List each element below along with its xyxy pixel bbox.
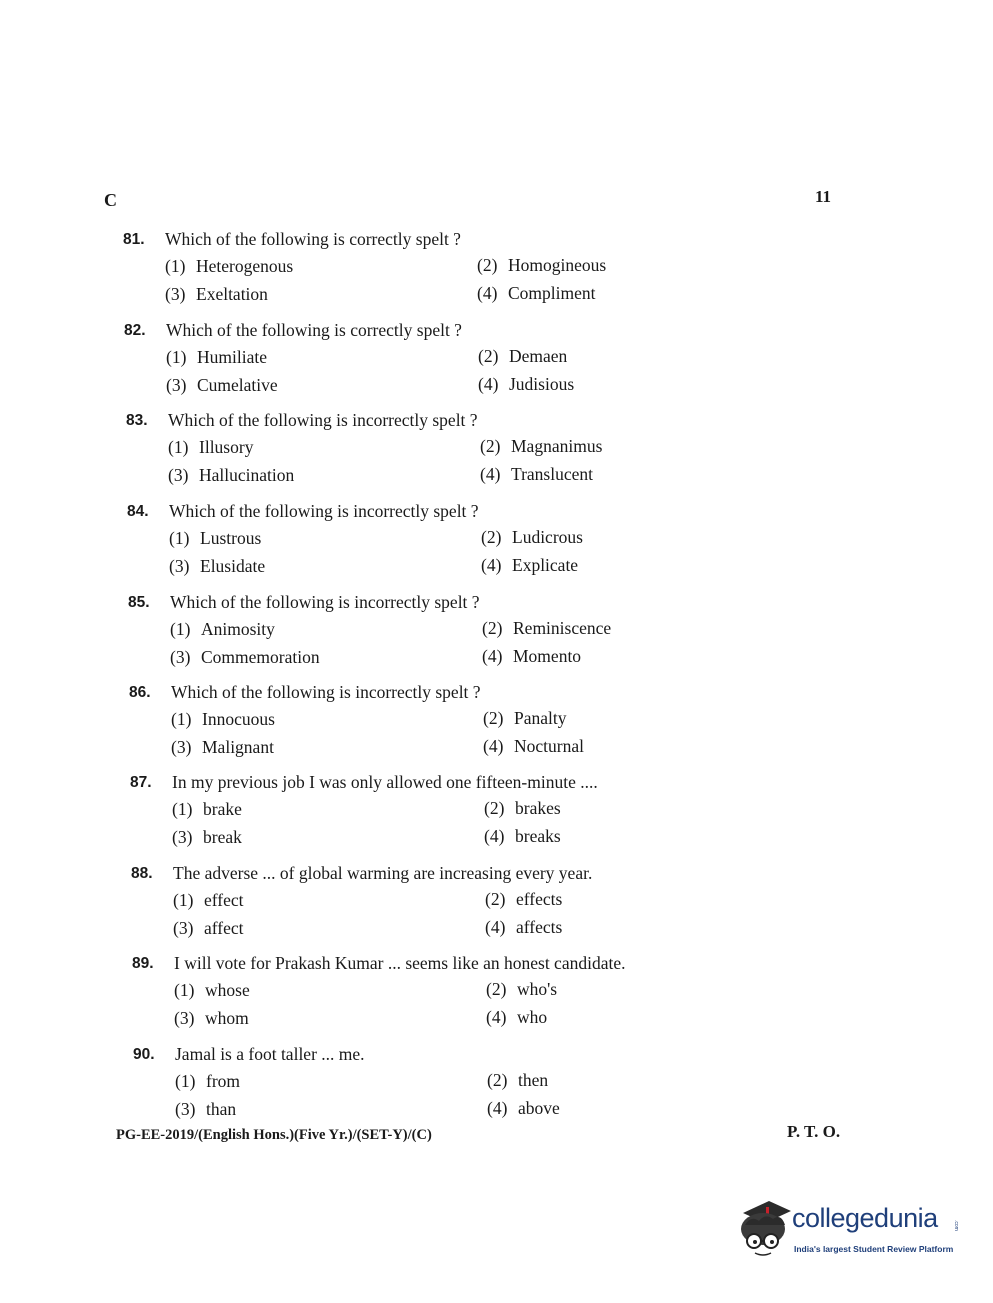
- answer-option: [169, 556, 265, 577]
- option-number: (2): [477, 255, 498, 275]
- option-number: (4): [477, 283, 498, 303]
- option-number: (1): [174, 980, 195, 1000]
- answer-option: [175, 1071, 240, 1092]
- option-number: (4): [481, 555, 502, 575]
- option-number: (1): [171, 709, 192, 729]
- option-text: Hallucination: [199, 465, 295, 485]
- answer-option: [486, 1007, 547, 1028]
- option-text: Momento: [513, 646, 582, 666]
- answer-option: [170, 647, 320, 668]
- answer-option: [171, 737, 274, 758]
- option-text: Translucent: [511, 464, 593, 484]
- question-block: [130, 774, 690, 854]
- answer-option: [174, 1008, 249, 1029]
- option-text: Nocturnal: [514, 736, 584, 756]
- option-text: Compliment: [508, 283, 596, 303]
- option-text: Cumelative: [197, 375, 278, 395]
- answer-option: [487, 1070, 548, 1091]
- option-text: Panalty: [514, 708, 567, 728]
- answer-option: [484, 798, 561, 819]
- question-number: 87.: [130, 774, 152, 791]
- answer-option: [482, 646, 581, 667]
- question-text: Which of the following is incorrectly spelt ?: [169, 501, 479, 521]
- answer-option: [165, 284, 268, 305]
- answer-option: [170, 619, 275, 640]
- answer-option: [165, 256, 293, 277]
- question-number: 89.: [132, 955, 154, 972]
- option-text: then: [518, 1070, 549, 1090]
- answer-option: [175, 1099, 236, 1120]
- option-number: (3): [172, 827, 193, 847]
- question-number: 85.: [128, 594, 150, 611]
- answer-option: [478, 374, 574, 395]
- option-text: Explicate: [512, 555, 579, 575]
- answer-option: [485, 889, 562, 910]
- answer-option: [485, 917, 562, 938]
- option-number: (2): [483, 708, 504, 728]
- answer-option: [486, 979, 557, 1000]
- question-number: 83.: [126, 412, 148, 429]
- question-block: [129, 684, 689, 764]
- question-block: [124, 322, 684, 402]
- answer-option: [480, 464, 593, 485]
- question-text: I will vote for Prakash Kumar ... seems like an honest candidate.: [174, 953, 626, 973]
- option-number: (1): [170, 619, 191, 639]
- option-text: Elusidate: [200, 556, 266, 576]
- option-text: than: [206, 1099, 237, 1119]
- set-letter: C: [104, 190, 117, 210]
- option-text: Innocuous: [202, 709, 275, 729]
- option-number: (3): [173, 918, 194, 938]
- collegedunia-logo: [735, 1195, 965, 1265]
- answer-option: [481, 527, 583, 548]
- answer-option: [483, 708, 567, 729]
- option-number: (1): [166, 347, 187, 367]
- answer-option: [172, 799, 242, 820]
- option-text: breaks: [515, 826, 561, 846]
- question-number: 82.: [124, 322, 146, 339]
- answer-option: [487, 1098, 560, 1119]
- option-number: (4): [482, 646, 503, 666]
- option-number: (3): [175, 1099, 196, 1119]
- option-text: Heterogenous: [196, 256, 294, 276]
- option-text: Judisious: [509, 374, 575, 394]
- option-number: (2): [487, 1070, 508, 1090]
- option-text: affects: [516, 917, 563, 937]
- answer-option: [483, 736, 584, 757]
- option-number: (3): [168, 465, 189, 485]
- answer-option: [168, 437, 253, 458]
- answer-option: [482, 618, 611, 639]
- option-number: (2): [482, 618, 503, 638]
- answer-option: [481, 555, 578, 576]
- question-block: [123, 231, 683, 311]
- option-number: (3): [171, 737, 192, 757]
- option-text: above: [518, 1098, 560, 1118]
- question-number: 88.: [131, 865, 153, 882]
- option-number: (1): [172, 799, 193, 819]
- answer-option: [174, 980, 250, 1001]
- question-text: Which of the following is correctly spelt ?: [165, 229, 461, 249]
- option-number: (4): [485, 917, 506, 937]
- question-text: Which of the following is incorrectly spelt ?: [171, 682, 481, 702]
- option-number: (1): [168, 437, 189, 457]
- option-number: (2): [484, 798, 505, 818]
- answer-option: [173, 890, 244, 911]
- option-number: (2): [486, 979, 507, 999]
- logo-tagline: India's largest Student Review Platform: [794, 1244, 954, 1254]
- option-text: brake: [203, 799, 242, 819]
- option-text: Animosity: [201, 619, 275, 639]
- answer-option: [166, 375, 278, 396]
- question-text: In my previous job I was only allowed one fifteen-minute ....: [172, 772, 598, 792]
- option-number: (2): [485, 889, 506, 909]
- option-text: Exeltation: [196, 284, 268, 304]
- page-number: 11: [815, 187, 832, 206]
- question-block: [133, 1046, 693, 1126]
- option-number: (2): [480, 436, 501, 456]
- question-number: 86.: [129, 684, 151, 701]
- question-number: 81.: [123, 231, 145, 248]
- pto-label: P. T. O.: [787, 1122, 841, 1141]
- option-text: whom: [205, 1008, 249, 1028]
- option-text: Humiliate: [197, 347, 267, 367]
- answer-option: [172, 827, 242, 848]
- option-text: Lustrous: [200, 528, 262, 548]
- question-text: Which of the following is incorrectly spelt ?: [170, 592, 480, 612]
- option-text: Ludicrous: [512, 527, 583, 547]
- option-text: Magnanimus: [511, 436, 603, 456]
- logo-wordmark: collegedunia: [792, 1203, 938, 1233]
- option-number: (1): [169, 528, 190, 548]
- option-number: (3): [166, 375, 187, 395]
- option-number: (3): [170, 647, 191, 667]
- option-text: from: [206, 1071, 241, 1091]
- question-text: Jamal is a foot taller ... me.: [175, 1044, 365, 1064]
- option-text: break: [203, 827, 242, 847]
- option-number: (4): [478, 374, 499, 394]
- question-text: Which of the following is incorrectly spelt ?: [168, 410, 478, 430]
- option-number: (4): [487, 1098, 508, 1118]
- answer-option: [166, 347, 267, 368]
- option-text: Reminiscence: [513, 618, 612, 638]
- question-block: [132, 955, 692, 1035]
- answer-option: [480, 436, 602, 457]
- answer-option: [173, 918, 244, 939]
- answer-option: [169, 528, 261, 549]
- logo-com-suffix: .com: [953, 1220, 959, 1231]
- option-number: (1): [165, 256, 186, 276]
- option-text: affect: [204, 918, 244, 938]
- question-block: [128, 594, 688, 674]
- option-number: (4): [483, 736, 504, 756]
- mascot-icon: [735, 1195, 795, 1261]
- question-text: The adverse ... of global warming are increasing every year.: [173, 863, 593, 883]
- option-text: Commemoration: [201, 647, 320, 667]
- question-number: 90.: [133, 1046, 155, 1063]
- option-number: (3): [174, 1008, 195, 1028]
- option-number: (4): [484, 826, 505, 846]
- answer-option: [484, 826, 561, 847]
- option-text: effects: [516, 889, 563, 909]
- question-text: Which of the following is correctly spelt ?: [166, 320, 462, 340]
- option-text: whose: [205, 980, 250, 1000]
- option-number: (2): [481, 527, 502, 547]
- option-text: Demaen: [509, 346, 568, 366]
- option-number: (4): [480, 464, 501, 484]
- question-number: 84.: [127, 503, 149, 520]
- option-number: (3): [165, 284, 186, 304]
- option-number: (4): [486, 1007, 507, 1027]
- option-text: effect: [204, 890, 244, 910]
- option-text: who: [517, 1007, 548, 1027]
- answer-option: [477, 255, 606, 276]
- option-text: who's: [517, 979, 558, 999]
- option-number: (3): [169, 556, 190, 576]
- question-block: [127, 503, 687, 583]
- answer-option: [171, 709, 275, 730]
- answer-option: [478, 346, 567, 367]
- option-number: (1): [173, 890, 194, 910]
- answer-option: [477, 283, 596, 304]
- paper-code: PG-EE-2019/(English Hons.)(Five Yr.)/(SET-Y)/(C): [116, 1127, 432, 1143]
- option-text: Illusory: [199, 437, 254, 457]
- question-block: [126, 412, 686, 492]
- option-text: brakes: [515, 798, 561, 818]
- option-number: (1): [175, 1071, 196, 1091]
- answer-option: [168, 465, 294, 486]
- option-text: Homogineous: [508, 255, 607, 275]
- question-block: [131, 865, 691, 945]
- option-text: Malignant: [202, 737, 274, 757]
- option-number: (2): [478, 346, 499, 366]
